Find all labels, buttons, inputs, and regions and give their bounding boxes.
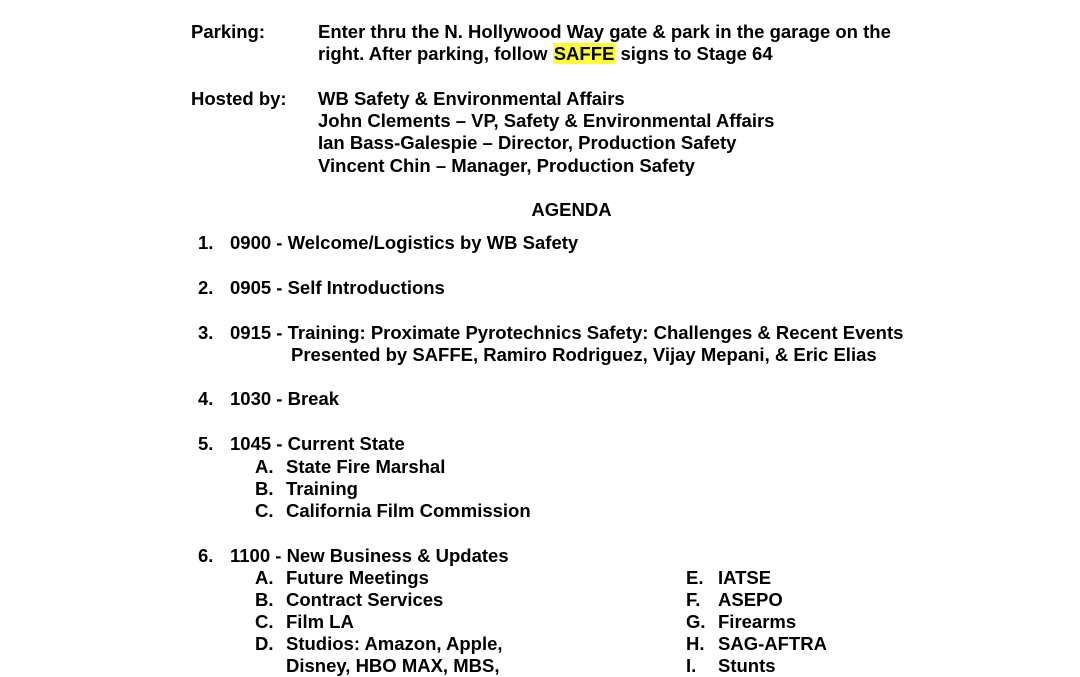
sub-item-letter: A. <box>255 567 274 588</box>
sub-item-text: California Film Commission <box>286 500 531 521</box>
sub-item-text: Stunts <box>718 655 776 676</box>
sub-item-text: Future Meetings <box>286 567 429 588</box>
host-line: Ian Bass-Galespie – Director, Production Safety <box>318 132 737 153</box>
sub-item-text: State Fire Marshal <box>286 456 446 477</box>
sub-item-text: SAG-AFTRA <box>718 633 827 654</box>
parking-line-2-start: right. After parking, follow <box>318 43 553 64</box>
hosted-by-label: Hosted by: <box>191 88 287 109</box>
parking-line-1: Enter thru the N. Hollywood Way gate & park in the garage on the <box>318 21 891 42</box>
sub-item-letter: B. <box>255 478 274 499</box>
sub-item-text: ASEPO <box>718 589 783 610</box>
agenda-item-number: 2. <box>198 277 214 298</box>
agenda-item-number: 5. <box>198 433 214 454</box>
parking-label: Parking: <box>191 21 266 42</box>
parking-line-2-end: signs to Stage 64 <box>615 43 773 64</box>
host-line: John Clements – VP, Safety & Environmental Affairs <box>318 110 775 131</box>
sub-item-letter: D. <box>255 633 274 654</box>
saffe-highlight: SAFFE <box>553 43 615 64</box>
agenda-item-number: 1. <box>198 232 214 253</box>
sub-item-text: Studios: Amazon, Apple, <box>286 633 503 654</box>
agenda-item-text: 1100 - New Business & Updates <box>230 545 509 566</box>
sub-item-text-continued: Disney, HBO MAX, MBS, <box>286 655 500 676</box>
agenda-item-number: 4. <box>198 388 214 409</box>
sub-item-letter: F. <box>686 589 701 610</box>
host-line: WB Safety & Environmental Affairs <box>318 88 625 109</box>
sub-item-text: Firearms <box>718 611 797 632</box>
sub-item-letter: C. <box>255 500 274 521</box>
sub-item-text: IATSE <box>718 567 772 588</box>
sub-item-text: Training <box>286 478 358 499</box>
sub-item-letter: H. <box>686 633 705 654</box>
agenda-item-number: 6. <box>198 545 214 566</box>
agenda-heading: AGENDA <box>531 199 612 220</box>
agenda-item-text: 1045 - Current State <box>230 433 405 454</box>
sub-item-letter: A. <box>255 456 274 477</box>
agenda-item-text: 1030 - Break <box>230 388 340 409</box>
agenda-item-text: 0900 - Welcome/Logistics by WB Safety <box>230 232 579 253</box>
sub-item-letter: C. <box>255 611 274 632</box>
host-line: Vincent Chin – Manager, Production Safety <box>318 155 695 176</box>
parking-line-2 <box>318 43 773 65</box>
sub-item-letter: E. <box>686 567 704 588</box>
sub-item-text: Film LA <box>286 611 354 632</box>
agenda-item-number: 3. <box>198 322 214 343</box>
agenda-item-text: 0905 - Self Introductions <box>230 277 445 298</box>
sub-item-letter: G. <box>686 611 706 632</box>
agenda-item-text: 0915 - Training: Proximate Pyrotechnics Safety: Challenges & Recent Events <box>230 322 904 343</box>
sub-item-letter: I. <box>686 655 697 676</box>
sub-item-text: Contract Services <box>286 589 444 610</box>
agenda-item-presenters: Presented by SAFFE, Ramiro Rodriguez, Vijay Mepani, & Eric Elias <box>291 344 877 365</box>
sub-item-letter: B. <box>255 589 274 610</box>
